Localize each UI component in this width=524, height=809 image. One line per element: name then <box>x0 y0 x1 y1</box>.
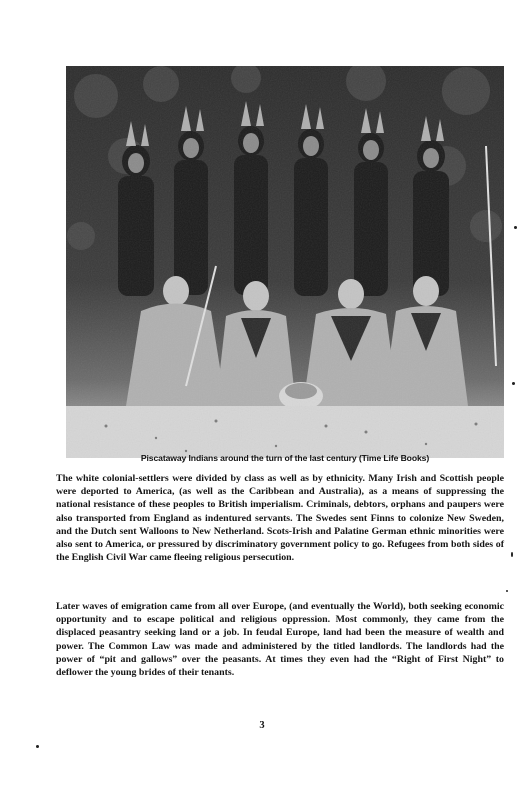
scan-speck <box>506 590 508 592</box>
photo-image <box>66 66 504 458</box>
page-number: 3 <box>259 720 265 731</box>
scan-speck <box>512 382 515 385</box>
photo-caption: Piscataway Indians around the turn of the last century (Time Life Books) <box>140 453 430 463</box>
scan-speck <box>514 226 517 229</box>
historical-photo <box>66 66 504 458</box>
body-paragraph-2: Later waves of emigration came from all over Europe, (and eventually the World), both seeking economic opportunity and to escape political and religious oppression. Most commonly, they came from the displaced peasantry seeking land or a job. In feudal Europe, land had been the measure of wealth and power. The Common Law was made and administered by the titled landlords. The landlords had the power of “pit and gallows” over the peasants. At times they even had the “Right of First Night” to deflower the young brides of their tenants. <box>56 601 504 679</box>
scan-speck <box>511 552 513 557</box>
body-paragraph-1: The white colonial-settlers were divided by class as well as by ethnicity. Many Irish and Scottish people were deported to America, (as well as the Caribbean and Australia), as a means of suppressing the national resistance of these peoples to British imperialism. Criminals, debtors, orphans and paupers were also transported from England as indentured servants. The Swedes sent Finns to colonize New Sweden, and the Dutch sent Walloons to New Netherland. Scots-Irish and Palatine German ethnic minorities were also sent to America, or pressured by discriminatory government policy to go. Refugees from both sides of the English Civil War came fleeing religious persecution. <box>56 473 504 564</box>
scan-speck <box>36 745 39 748</box>
